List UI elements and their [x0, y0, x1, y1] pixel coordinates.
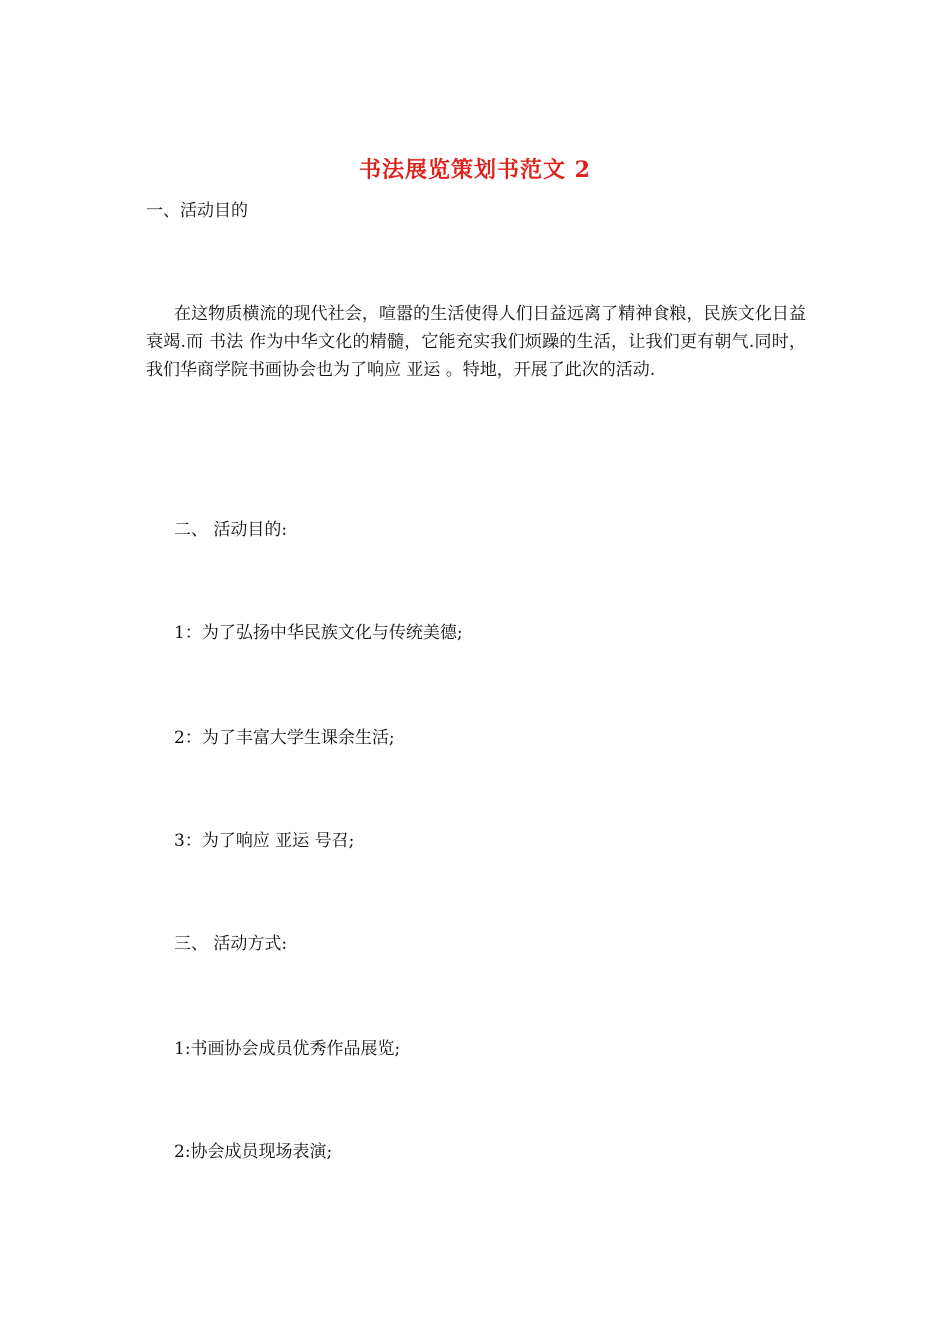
- intro-paragraph-text: 在这物质横流的现代社会，喧嚣的生活使得人们日益远离了精神食粮，民族文化日益衰竭.而 书法 作为中华文化的精髓，它能充实我们烦躁的生活，让我们更有朝气.同时，我们华商学院书画协会也为了响应 亚运 。特地，开展了此次的活动.: [146, 304, 806, 380]
- method-item-1: 1:书画协会成员优秀作品展览;: [174, 1039, 401, 1059]
- section3-heading: 三、 活动方式:: [174, 934, 288, 954]
- intro-paragraph: [146, 300, 806, 384]
- goal-item-2: 2：为了丰富大学生课余生活;: [174, 728, 395, 748]
- section2-heading: 二、 活动目的:: [174, 520, 288, 540]
- document-title: 书法展览策划书范文 2: [359, 157, 591, 183]
- method-item-2: 2:协会成员现场表演;: [174, 1142, 333, 1162]
- goal-item-3: 3：为了响应 亚运 号召;: [174, 831, 355, 851]
- section1-heading: 一、活动目的: [146, 201, 248, 221]
- goal-item-1: 1：为了弘扬中华民族文化与传统美德;: [174, 623, 463, 643]
